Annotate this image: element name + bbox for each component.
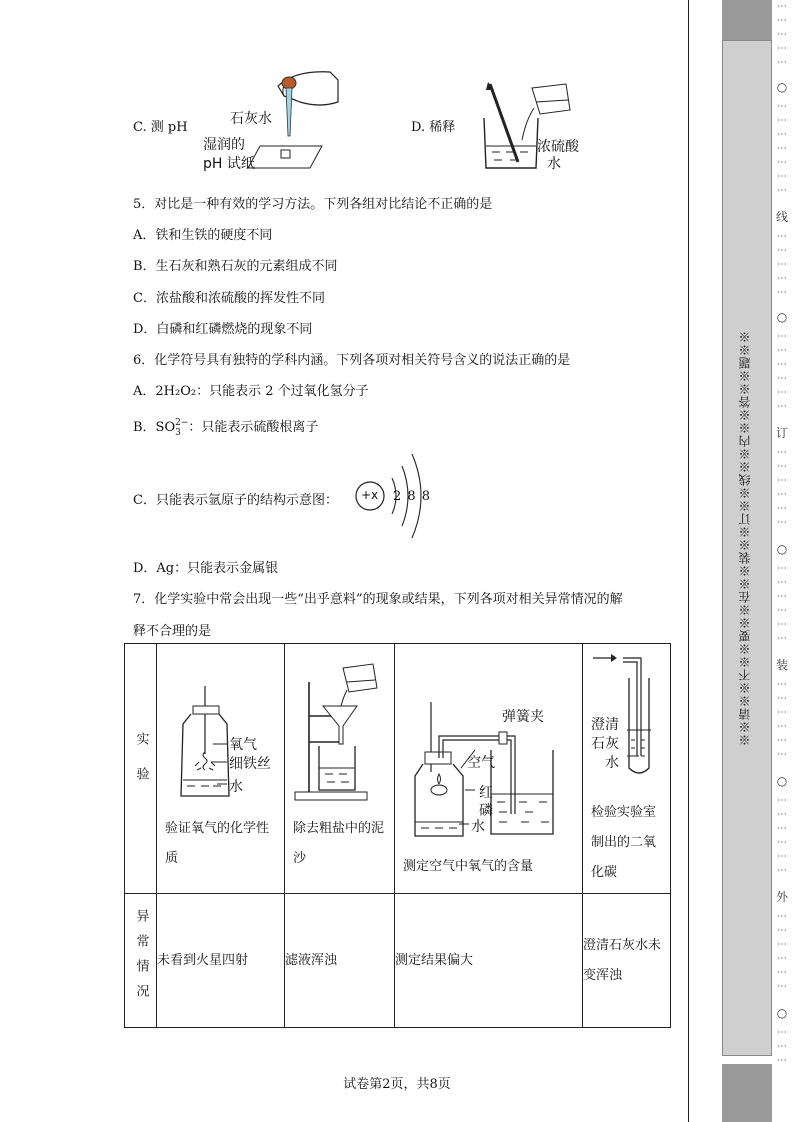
q6-stem: 6．化学符号具有独特的学科内涵。下列各项对相关符号含义的说法正确的是 bbox=[133, 353, 571, 368]
margin-mark-zhuang: 装 bbox=[775, 658, 788, 672]
exp3-phos-label-1: 红 bbox=[479, 785, 493, 801]
table-row-abnormal bbox=[125, 894, 671, 1028]
table-row-experiment bbox=[125, 644, 671, 894]
exp3-clamp-label: 弹簧夹 bbox=[502, 709, 544, 725]
q6-b-sup: 2− bbox=[175, 418, 189, 428]
row-header-experiment: 实验 bbox=[125, 644, 157, 894]
row-header-abnormal: 异常情况 bbox=[125, 894, 157, 1028]
q7-stem-2: 释不合理的是 bbox=[133, 624, 212, 639]
exp2-abnormal: 滤液浑浊 bbox=[285, 894, 395, 1028]
q6-option-d: D．Ag：只能表示金属银 bbox=[133, 561, 279, 576]
atom-nucleus: +x bbox=[361, 488, 379, 502]
exp1-abnormal: 未看到火星四射 bbox=[157, 894, 285, 1028]
q7-stem-1: 7．化学实验中常会出现一些“出乎意料”的现象或结果，下列各项对相关异常情况的解 bbox=[133, 592, 623, 607]
experiment-1-cell bbox=[157, 644, 285, 894]
oxygen-iron-figure bbox=[157, 644, 283, 810]
exp4-lime-label-3: 水 bbox=[605, 755, 619, 771]
margin-mark-ding: 订 bbox=[775, 426, 788, 440]
q4-paper-label-1: 湿润的 bbox=[203, 137, 245, 153]
q5-option-d: D．白磷和红磷燃烧的现象不同 bbox=[133, 322, 313, 337]
exp1-wire-label: 细铁丝 bbox=[229, 756, 271, 772]
experiment-4-cell bbox=[583, 644, 671, 894]
exp2-caption: 除去粗盐中的泥沙 bbox=[293, 821, 385, 866]
q6-option-b bbox=[133, 416, 318, 438]
dilution-figure bbox=[478, 80, 578, 172]
exp3-phos-label-2: 磷 bbox=[479, 803, 493, 819]
exp3-abnormal: 测定结果偏大 bbox=[395, 894, 583, 1028]
atom-shells: 2 8 8 bbox=[393, 489, 431, 504]
margin-gray-bottom bbox=[722, 1064, 772, 1122]
margin-gray-top bbox=[722, 0, 772, 40]
filtration-figure bbox=[285, 644, 393, 810]
q5-stem: 5．对比是一种有效的学习方法。下列各组对比结论不正确的是 bbox=[133, 197, 493, 212]
exp3-caption: 测定空气中氧气的含量 bbox=[403, 859, 534, 874]
exp4-lime-label-2: 石灰 bbox=[591, 736, 619, 752]
q6-option-a: A．2H₂O₂：只能表示 2 个过氧化氢分子 bbox=[133, 384, 369, 399]
q5-option-b: B．生石灰和熟石灰的元素组成不同 bbox=[133, 259, 338, 274]
page-footer: 试卷第2页，共8页 bbox=[343, 1077, 451, 1092]
q5-option-c: C．浓盐酸和浓硫酸的挥发性不同 bbox=[133, 291, 325, 306]
margin-mark-wai: 外 bbox=[775, 890, 788, 904]
q6-option-c: C．只能表示氩原子的结构示意图： bbox=[133, 493, 338, 508]
exp3-air-label: 空气 bbox=[467, 755, 495, 771]
q6-b-prefix: B．SO bbox=[133, 420, 176, 435]
exp1-oxygen-label: 氧气 bbox=[229, 737, 257, 753]
margin-dotted-line: ⋯ ⋯ ⋯ ⋯ ⋯ ○ ⋯ ⋯ ⋯ ⋯ ⋯ ⋯ ⋯ 线 ⋯ ⋯ ⋯ ⋯ ⋯ ○ ⋯ ⋯ ⋯ ⋯ ⋯ ⋯ 订 ⋯ ⋯ ⋯ ⋯ ⋯ ⋯ ○ ⋯ ⋯ ⋯ ⋯ ⋯ ⋯ 装 ⋯ ⋯ ⋯ ⋯ ⋯ ⋯ ○ ⋯ ⋯ ⋯ ⋯ ⋯ ⋯ 外 ⋯ ⋯ ⋯ ⋯ ⋯ ⋯ ○ ⋯ ⋯ ⋯ bbox=[773, 0, 791, 1122]
exp1-caption: 验证氧气的化学性质 bbox=[165, 821, 270, 866]
margin-warning-text: ※※请※※不※※要※※在※※装※※订※※线※※内※※答※※题※※ bbox=[738, 330, 752, 746]
q4-lime-label: 石灰水 bbox=[230, 111, 272, 127]
experiment-2-cell bbox=[285, 644, 395, 894]
q5-option-a: A．铁和生铁的硬度不同 bbox=[133, 228, 273, 243]
exp4-caption: 检验实验室制出的二氧化碳 bbox=[591, 805, 657, 880]
q4-water-label: 水 bbox=[547, 156, 561, 172]
q6-b-sub: 3 bbox=[175, 428, 181, 438]
q6-b-suffix: ：只能表示硫酸根离子 bbox=[188, 420, 319, 435]
exp4-lime-label-1: 澄清 bbox=[591, 717, 619, 733]
exp1-water-label: 水 bbox=[229, 779, 243, 795]
experiment-table bbox=[124, 643, 671, 1028]
q4-option-d-label: D. 稀释 bbox=[411, 120, 456, 135]
q4-paper-label-2: pH 试纸 bbox=[203, 156, 255, 172]
experiment-3-cell bbox=[395, 644, 583, 894]
q4-acid-label: 浓硫酸 bbox=[537, 139, 579, 155]
exp4-abnormal: 澄清石灰水未变浑浊 bbox=[583, 894, 671, 1028]
exp3-water-label: 水 bbox=[471, 819, 485, 835]
margin-mark-xian: 线 bbox=[775, 210, 788, 224]
q4-option-c-label: C. 测 pH bbox=[133, 120, 188, 135]
binding-margin-line bbox=[688, 0, 689, 1122]
